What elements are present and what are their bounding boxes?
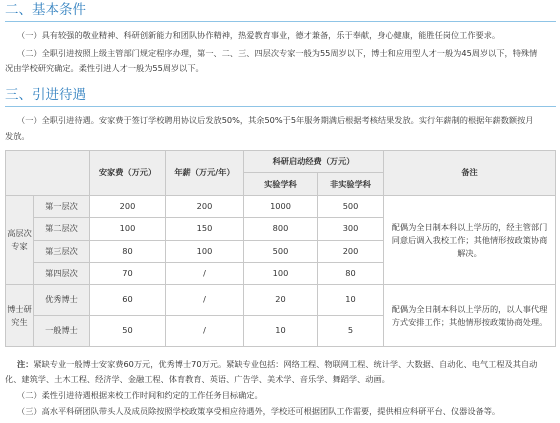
salary-cell: / xyxy=(166,315,244,346)
benefits-table xyxy=(5,150,556,347)
level-cell: 第一层次 xyxy=(34,195,90,217)
settle-fee-cell: 70 xyxy=(90,262,166,284)
exp-funding-cell: 800 xyxy=(244,218,318,240)
exp-funding-cell: 100 xyxy=(244,262,318,284)
basic-condition-2-line2: 况由学校研究确定。柔性引进人才一般为55周岁以下。 xyxy=(5,63,204,73)
settle-fee-cell: 50 xyxy=(90,315,166,346)
level-cell: 优秀博士 xyxy=(34,285,90,315)
table-row xyxy=(6,195,556,217)
level-cell: 第三层次 xyxy=(34,240,90,262)
settle-fee-cell: 60 xyxy=(90,285,166,315)
salary-cell: / xyxy=(166,285,244,315)
section-heading-basic-conditions: 二、基本条件 xyxy=(5,1,556,22)
benefit-fulltime-line1: （一）全职引进待遇。安家费于签订学校聘用协议后发放50%，其余50%于5年服务期满后根据考核结果发放。实行年薪制的根据年薪数额按月 xyxy=(17,115,534,125)
exp-funding-cell: 10 xyxy=(244,315,318,346)
salary-cell: / xyxy=(166,262,244,284)
section-heading-benefits: 三、引进待遇 xyxy=(5,86,556,107)
header-settle-fee: 安家费（万元） xyxy=(90,151,166,196)
salary-cell: 150 xyxy=(166,218,244,240)
exp-funding-cell: 500 xyxy=(244,240,318,262)
header-research-funding: 科研启动经费（万元） xyxy=(244,151,384,173)
benefit-flexible: （二）柔性引进待遇根据来校工作时间和约定的工作任务目标确定。 xyxy=(17,390,263,400)
nonexp-funding-cell: 200 xyxy=(318,240,384,262)
settle-fee-cell: 80 xyxy=(90,240,166,262)
remark-phd: 配偶为全日制本科以上学历的，以人事代理方式安排工作；其他情形按政策协商处理。 xyxy=(384,285,556,347)
salary-cell: 200 xyxy=(166,195,244,217)
nonexp-funding-cell: 80 xyxy=(318,262,384,284)
exp-funding-cell: 1000 xyxy=(244,195,318,217)
nonexp-funding-cell: 10 xyxy=(318,285,384,315)
note-line1 xyxy=(17,357,537,371)
settle-fee-cell: 200 xyxy=(90,195,166,217)
salary-cell: 100 xyxy=(166,240,244,262)
exp-funding-cell: 20 xyxy=(244,285,318,315)
benefit-research-team: （三）高水平科研团队带头人及成员除按照学校政策享受相应待遇外，学校还可根据团队工作需要，提供相应科研平台、仪器设备等。 xyxy=(17,406,501,416)
header-annual-salary: 年薪（万元/年） xyxy=(166,151,244,196)
basic-condition-1: （一）具有较强的敬业精神、科研创新能力和团队协作精神，热爱教育事业，德才兼备，乐于奉献，身心健康，能胜任岗位工作要求。 xyxy=(17,30,501,40)
group-label-phd: 博士研究生 xyxy=(6,285,34,347)
level-cell: 一般博士 xyxy=(34,315,90,346)
group-label-experts: 高层次专家 xyxy=(6,195,34,285)
nonexp-funding-cell: 5 xyxy=(318,315,384,346)
nonexp-funding-cell: 500 xyxy=(318,195,384,217)
header-remarks: 备注 xyxy=(384,151,556,196)
note-text-line1: 紧缺专业一般博士安家费60万元，优秀博士70万元。紧缺专业包括：网络工程、物联网工程、统计学、大数据、自动化、电气工程及其自动 xyxy=(33,359,538,369)
remark-experts: 配偶为全日制本科以上学历的，经主管部门同意后调入我校工作；其他情形按政策协商解决。 xyxy=(384,195,556,285)
level-cell: 第四层次 xyxy=(34,262,90,284)
level-cell: 第二层次 xyxy=(34,218,90,240)
header-non-experimental: 非实验学科 xyxy=(318,173,384,195)
header-experimental: 实验学科 xyxy=(244,173,318,195)
note-label: 注： xyxy=(17,359,34,369)
basic-condition-2-line1: （二）全职引进按照上级主管部门规定程序办理，第一、二、三、四层次专家一般为55周岁以下，博士和应用型人才一般为45周岁以下，特殊情 xyxy=(17,48,538,58)
header-blank xyxy=(6,151,90,196)
settle-fee-cell: 100 xyxy=(90,218,166,240)
benefit-fulltime-line2: 发放。 xyxy=(5,131,30,141)
table-row xyxy=(6,285,556,315)
nonexp-funding-cell: 300 xyxy=(318,218,384,240)
note-line2: 化、建筑学、土木工程、经济学、金融工程、体育教育、英语、广告学、美术学、音乐学、舞蹈学、动画。 xyxy=(5,374,390,384)
